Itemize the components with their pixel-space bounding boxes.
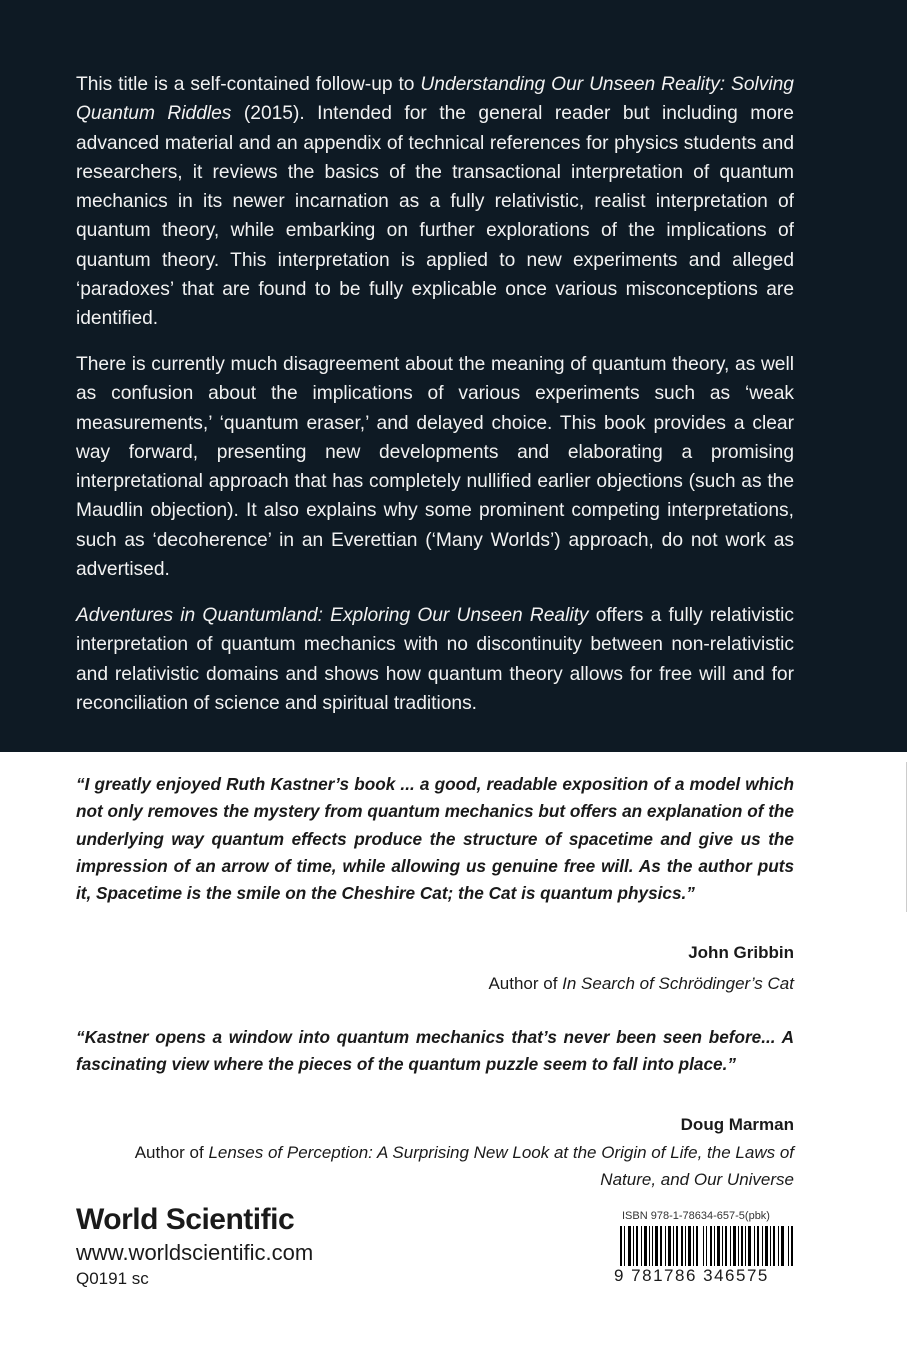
page-edge-line xyxy=(900,762,907,912)
endorser-name-1: John Gribbin xyxy=(688,943,794,962)
publisher-url[interactable]: www.worldscientific.com xyxy=(76,1240,314,1265)
endorsement-quote-1: “I greatly enjoyed Ruth Kastner’s book ... a good, readable exposition of a model which not only removes the mystery from quantum mechanics but offers an explanation of the underlying way quantum effects produce the structure of spacetime and give us the impression of an arrow of time, while allowing us genuine free will. As the author puts it, Spacetime is the smile on the Cheshire Cat; the Cat is quantum physics.” xyxy=(76,774,794,904)
product-code: Q0191 sc xyxy=(76,1269,149,1288)
prior-book-title: Understanding Our Unseen Reality: Solving Quantum Riddles xyxy=(76,74,794,125)
description-paragraph-1: This title is a self-contained follow-up to Understanding Our Unseen Reality: Solving Quantum Riddles (2015). Intended for the general reader but including more advanced material and an appendix of technical references for physics students and researchers, it reviews the basics of the transactional interpretation of quantum mechanics in its newer incarnation as a fully relativistic, realist interpretation of quantum theory, while embarking on further explorations of the implications of quantum theory. This interpretation is applied to new experiments and alleged ‘paradoxes’ that are found to be fully explicable once various misconceptions are identified. xyxy=(76,74,794,330)
endorser-name-2: Doug Marman xyxy=(680,1115,794,1134)
endorsement-quote-2: “Kastner opens a window into quantum mechanics that’s never been seen before... A fascinating view where the pieces of the quantum puzzle seem to fall into place.” xyxy=(76,1027,794,1075)
book-title: Adventures in Quantumland: Exploring Our Unseen Reality xyxy=(76,605,589,626)
endorser-credit-2: Author of Lenses of Perception: A Surprising New Look at the Origin of Life, the Laws of Nature, and Our Universe xyxy=(134,1143,794,1189)
isbn-label: ISBN 978-1-78634-657-5(pbk) xyxy=(622,1210,770,1222)
endorser-credit-1: Author of In Search of Schrödinger’s Cat xyxy=(488,974,794,993)
barcode-digits: 9 781786 346575 xyxy=(614,1266,796,1286)
publisher-name: World Scientific xyxy=(76,1203,295,1236)
description-paragraph-2: There is currently much disagreement about the meaning of quantum theory, as well as confusion about the implications of various experiments such as ‘weak measurements,’ ‘quantum eraser,’ and delayed choice. This book provides a clear way forward, presenting new developments and elaborating a promising interpretational approach that has completely nullified earlier objections (such as the Maudlin objection). It also explains why some prominent competing interpretations, such as ‘decoherence’ in an Everettian (‘Many Worlds’) approach, do not work as advertised. xyxy=(76,354,794,581)
description-paragraph-3: Adventures in Quantumland: Exploring Our Unseen Reality offers a fully relativistic interpretation of quantum mechanics with no discontinuity between non-relativistic and relativistic domains and shows how quantum theory allows for free will and for reconciliation of science and spiritual traditions. xyxy=(76,605,794,714)
